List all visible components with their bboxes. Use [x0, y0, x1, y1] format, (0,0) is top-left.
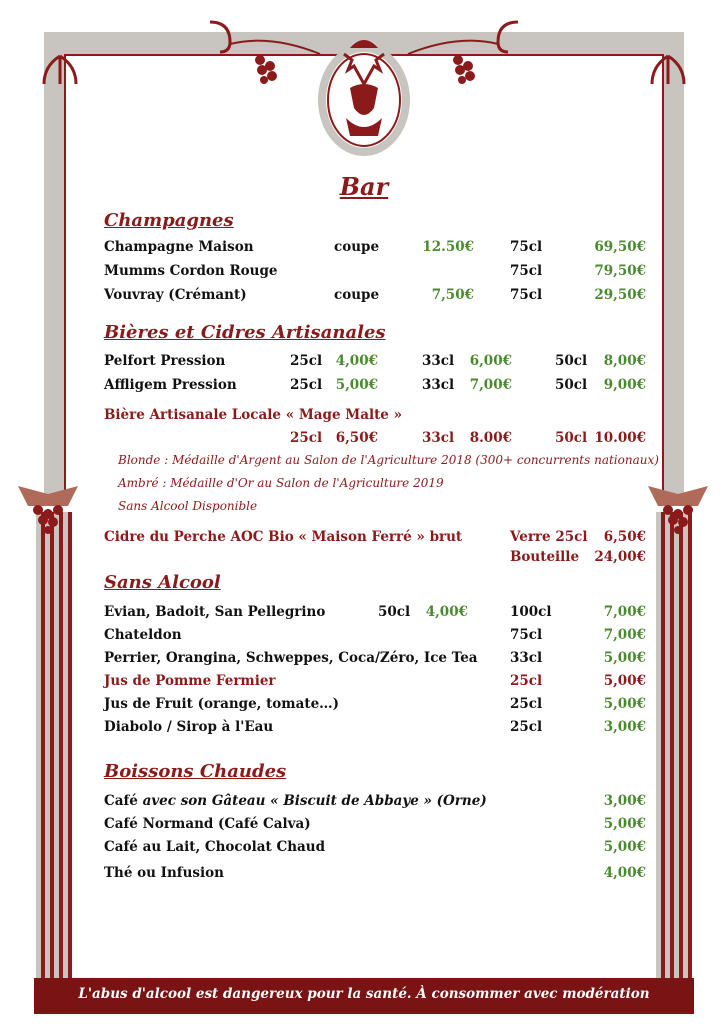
item-size: 25cl	[510, 673, 543, 689]
item-size: 25cl	[290, 377, 323, 393]
item-size: 25cl	[290, 430, 323, 446]
item-price: 69,50€	[594, 239, 646, 255]
item-price: 8.00€	[469, 430, 512, 446]
award-note: Blonde : Médaille d'Argent au Salon de l'Agriculture 2018 (300+ concurrents nationaux)	[118, 453, 659, 467]
corner-ornament-left-icon	[40, 52, 80, 92]
item-size: 50cl	[555, 430, 588, 446]
item-price: 6,50€	[603, 529, 646, 545]
item-name: Pelfort Pression	[104, 353, 226, 369]
item-size: 33cl	[422, 377, 455, 393]
award-note: Ambré : Médaille d'Or au Salon de l'Agriculture 2019	[118, 476, 444, 490]
item-name: Diabolo / Sirop à l'Eau	[104, 719, 274, 735]
item-name: Perrier, Orangina, Schweppes, Coca/Zéro, Ice Tea	[104, 650, 478, 666]
item-name: Chateldon	[104, 627, 182, 643]
item-price: 29,50€	[594, 287, 646, 303]
item-price: 4,00€	[425, 604, 468, 620]
section-title-bieres: Bières et Cidres Artisanales	[104, 322, 386, 343]
item-price: 7,00€	[603, 627, 646, 643]
page-title: Bar	[339, 172, 389, 201]
section-title-boissons-chaudes: Boissons Chaudes	[104, 761, 287, 782]
item-price: 3,00€	[603, 719, 646, 735]
item-price: 6,50€	[335, 430, 378, 446]
item-name: Affligem Pression	[104, 377, 237, 393]
section-title-champagnes: Champagnes	[104, 210, 234, 231]
item-price: 7,50€	[431, 287, 474, 303]
item-name-detail: avec son Gâteau « Biscuit de Abbaye » (Orne)	[142, 793, 487, 809]
item-name: Jus de Pomme Fermier	[104, 673, 276, 689]
item-size: coupe	[334, 239, 380, 255]
item-size: 25cl	[510, 696, 543, 712]
item-size: 33cl	[510, 650, 543, 666]
item-price: 5,00€	[335, 377, 378, 393]
item-name-prefix: Café	[104, 793, 143, 809]
item-price: 7,00€	[603, 604, 646, 620]
item-name: Jus de Fruit (orange, tomate…)	[104, 696, 340, 712]
item-name	[104, 793, 487, 809]
item-name: Café Normand (Café Calva)	[104, 816, 311, 832]
item-price: 3,00€	[603, 793, 646, 809]
section-title-sans-alcool: Sans Alcool	[104, 572, 221, 593]
item-size: 33cl	[422, 353, 455, 369]
item-price: 9,00€	[603, 377, 646, 393]
item-size: 75cl	[510, 263, 543, 279]
item-name: Evian, Badoit, San Pellegrino	[104, 604, 326, 620]
item-name: Café au Lait, Chocolat Chaud	[104, 839, 326, 855]
frame-left	[44, 32, 64, 502]
item-size: 33cl	[422, 430, 455, 446]
item-name: Vouvray (Crémant)	[104, 287, 247, 303]
item-price: 24,00€	[594, 549, 646, 565]
item-price: 4,00€	[603, 865, 646, 881]
item-price: 4,00€	[335, 353, 378, 369]
item-price: 5,00€	[603, 650, 646, 666]
item-size: 75cl	[510, 239, 543, 255]
item-size: 50cl	[555, 377, 588, 393]
frame-right	[664, 32, 684, 502]
item-price: 10.00€	[594, 430, 646, 446]
item-price: 7,00€	[469, 377, 512, 393]
item-price: 5,00€	[603, 839, 646, 855]
footer-banner	[34, 978, 694, 1014]
item-size: 25cl	[510, 719, 543, 735]
item-name: Mumms Cordon Rouge	[104, 263, 278, 279]
footer-warning: L'abus d'alcool est dangereux pour la santé. À consommer avec modération	[78, 986, 650, 1002]
grape-vine-ornament-right-icon	[644, 476, 714, 536]
column-right	[656, 512, 692, 982]
item-name: Cidre du Perche AOC Bio « Maison Ferré » brut	[104, 529, 463, 545]
item-price: 79,50€	[594, 263, 646, 279]
item-size: 75cl	[510, 627, 543, 643]
item-size: 100cl	[510, 604, 552, 620]
corner-ornament-right-icon	[648, 52, 688, 92]
item-size: coupe	[334, 287, 380, 303]
column-left	[36, 512, 72, 982]
item-price: 6,00€	[469, 353, 512, 369]
item-name: Bière Artisanale Locale « Mage Malte »	[104, 407, 403, 423]
stag-emblem-icon	[200, 14, 528, 164]
item-size: 50cl	[555, 353, 588, 369]
item-name: Champagne Maison	[104, 239, 254, 255]
item-price: 12.50€	[422, 239, 474, 255]
item-size: 25cl	[290, 353, 323, 369]
item-size: Verre 25cl	[510, 529, 588, 545]
award-note: Sans Alcool Disponible	[118, 499, 258, 513]
item-price: 5,00€	[603, 673, 646, 689]
frame-inner-line-left	[64, 54, 66, 502]
item-price: 8,00€	[603, 353, 646, 369]
item-size: 50cl	[378, 604, 411, 620]
frame-inner-line-right	[662, 54, 664, 502]
item-size: 75cl	[510, 287, 543, 303]
item-name: Thé ou Infusion	[104, 865, 224, 881]
item-price: 5,00€	[603, 816, 646, 832]
item-size: Bouteille	[510, 549, 580, 565]
grape-vine-ornament-icon	[14, 476, 84, 536]
item-price: 5,00€	[603, 696, 646, 712]
